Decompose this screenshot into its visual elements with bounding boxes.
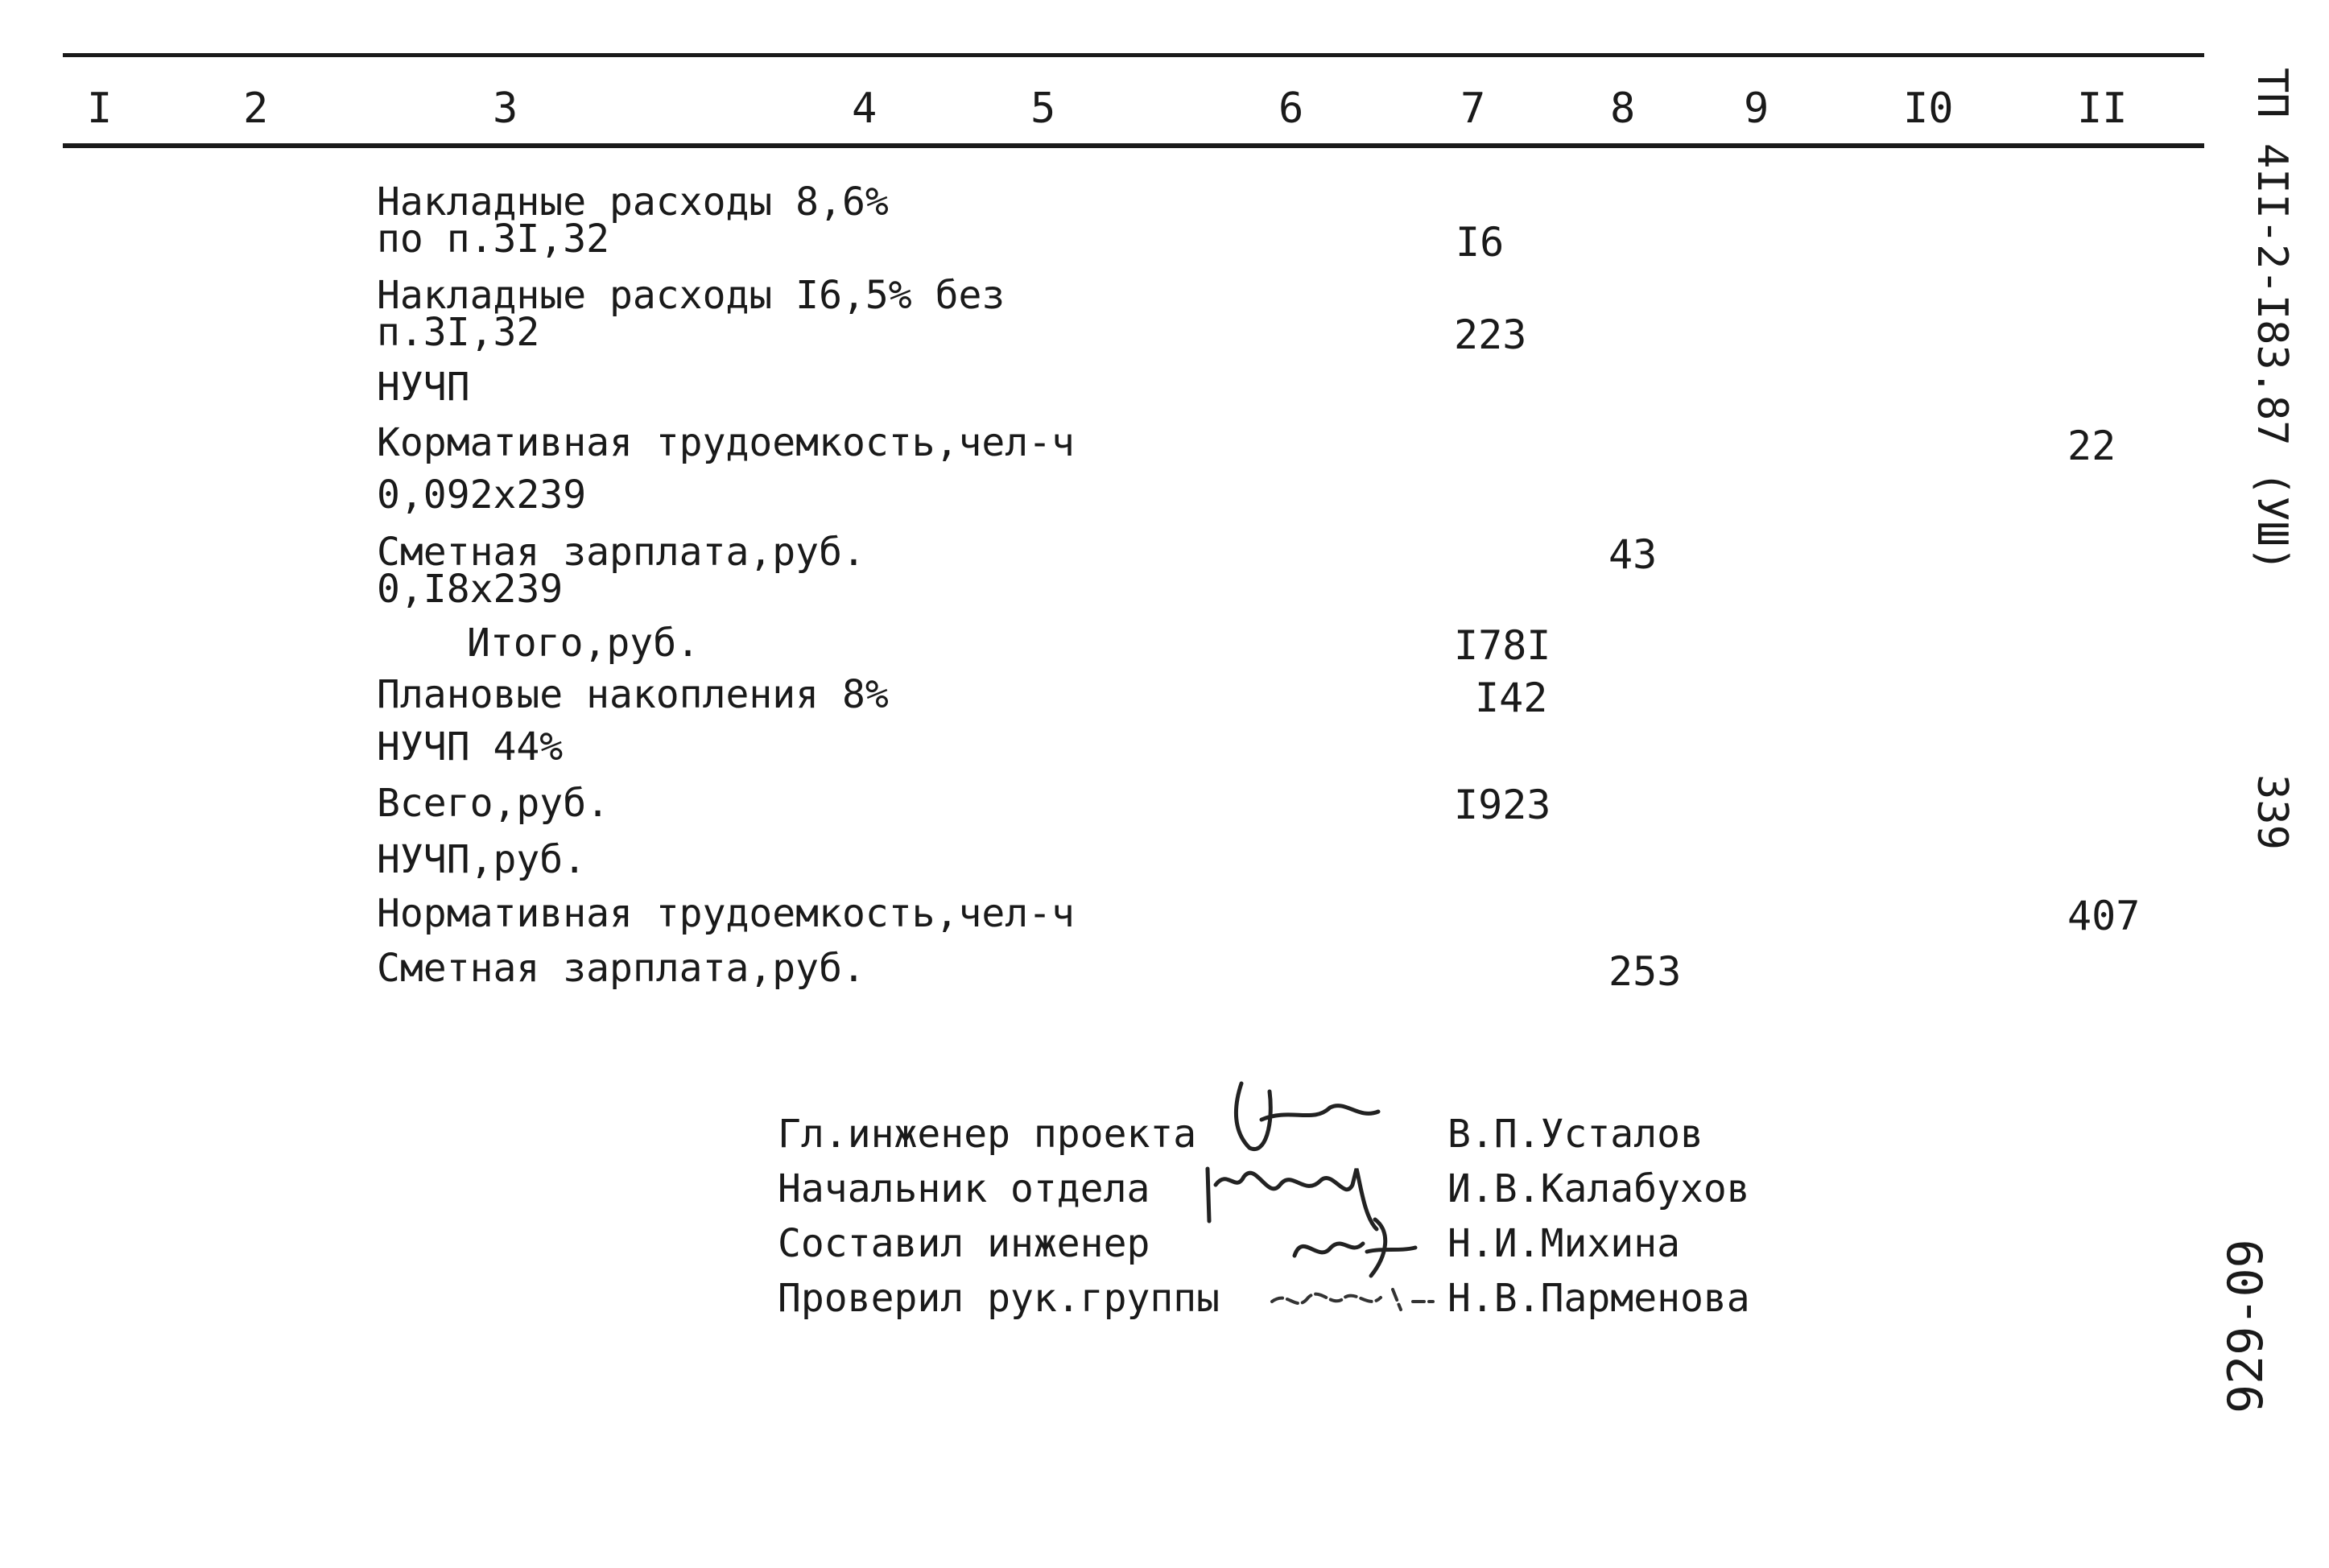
column-header-11: II: [2077, 85, 2128, 133]
table-top-rule: [63, 53, 2204, 57]
sheet-code: 929-09: [2218, 1239, 2274, 1413]
row-overhead-8-6-col7: I6: [1456, 219, 1505, 266]
signature-checked-by: [1264, 1273, 1449, 1330]
signatory-role-department-head: Начальник отдела: [778, 1166, 1150, 1211]
row-nuchp-label: НУЧП: [377, 365, 470, 410]
row-labor-intensity-total-label: Нормативная трудоемкость,чел-ч: [377, 891, 1075, 936]
row-overhead-16-5-col7: 223: [1454, 312, 1527, 358]
column-header-10: I0: [1903, 85, 1954, 133]
column-header-1: I: [87, 85, 113, 133]
column-header-8: 8: [1610, 85, 1636, 133]
row-nuchp-44-label: НУЧП 44%: [377, 724, 564, 770]
signatory-name-compiled-by: Н.И.Михина: [1447, 1221, 1680, 1266]
document-code: ТП 4II-2-I83.87 (УШ): [2248, 68, 2296, 572]
signatory-role-compiled-by: Составил инженер: [778, 1221, 1150, 1266]
signatory-name-checked-by: Н.В.Парменова: [1447, 1276, 1750, 1321]
row-labor-formula-label: 0,092x239: [377, 472, 587, 518]
row-labor-intensity-total-col11: 407: [2067, 893, 2141, 939]
row-estimated-wages-total-col8: 253: [1608, 948, 1682, 995]
row-planned-savings-label: Плановые накопления 8%: [377, 672, 889, 717]
signatory-name-department-head: И.В.Калабухов: [1447, 1166, 1750, 1211]
row-subtotal-col7: I78I: [1454, 622, 1551, 669]
row-estimated-wages-total-label: Сметная зарплата,руб.: [377, 946, 865, 991]
signatory-name-chief-engineer: В.П.Усталов: [1447, 1112, 1703, 1157]
row-overhead-8-6-label: Накладные расходы 8,6% по п.3I,32: [377, 179, 889, 262]
row-nuchp-rub-label: НУЧП,руб.: [377, 837, 587, 882]
signatory-role-checked-by: Проверил рук.группы: [778, 1276, 1220, 1321]
column-header-2: 2: [243, 85, 269, 133]
signature-chief-engineer: [1217, 1075, 1394, 1164]
signatory-role-chief-engineer: Гл.инженер проекта: [778, 1112, 1197, 1157]
column-header-9: 9: [1744, 85, 1769, 133]
column-header-6: 6: [1278, 85, 1304, 133]
row-estimated-wages-label: Сметная зарплата,руб. 0,I8x239: [377, 530, 865, 612]
row-overhead-16-5-label: Накладные расходы I6,5% без п.3I,32: [377, 273, 1006, 355]
column-header-4: 4: [852, 85, 878, 133]
row-subtotal-label: Итого,руб.: [467, 621, 700, 666]
row-planned-savings-col7: I42: [1475, 675, 1548, 721]
row-labor-intensity-label: Кормативная трудоемкость,чел-ч: [377, 420, 1075, 465]
row-labor-intensity-col11: 22: [2067, 423, 2116, 469]
column-header-3: 3: [493, 85, 518, 133]
row-total-col7: I923: [1454, 782, 1551, 828]
table-header-rule: [63, 143, 2204, 148]
column-header-7: 7: [1460, 85, 1486, 133]
page-number: 339: [2248, 774, 2296, 850]
row-total-label: Всего,руб.: [377, 781, 609, 826]
row-estimated-wages-col8: 43: [1608, 531, 1658, 578]
column-header-5: 5: [1030, 85, 1056, 133]
